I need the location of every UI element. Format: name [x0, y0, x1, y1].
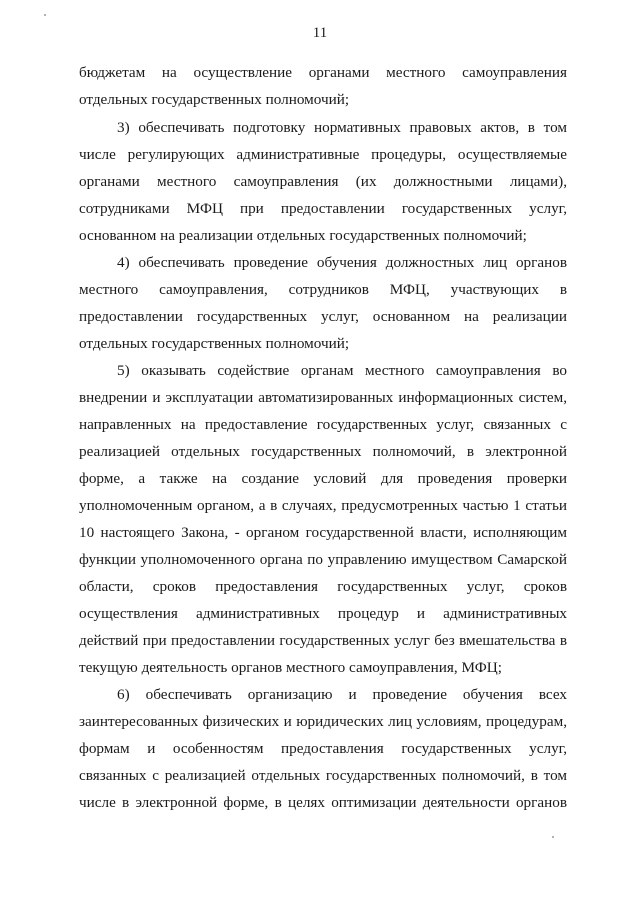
text-line: отдельных государственных полномочий;	[79, 91, 350, 108]
text-line: отдельных государственных полномочий;	[79, 335, 350, 352]
text-line: 5) оказывать содействие органам местного самоуправления во	[117, 362, 567, 379]
text-line: текущую деятельность органов местного самоуправления, МФЦ;	[79, 659, 502, 676]
text-line: основанном на реализации отдельных государственных полномочий;	[79, 227, 527, 244]
text-line: форме, а также на создание условий для проведения проверки	[79, 470, 567, 487]
text-line: числе в электронной форме, в целях оптимизации деятельности органов	[79, 794, 567, 811]
text-line: местного самоуправления, сотрудников МФЦ, участвующих в	[79, 281, 567, 298]
text-line: 3) обеспечивать подготовку нормативных правовых актов, в том	[117, 119, 567, 136]
text-line: бюджетам на осуществление органами местного самоуправления	[79, 64, 567, 81]
text-line: осуществления административных процедур и административных	[79, 605, 567, 622]
text-line: 10 настоящего Закона, - органом государственной власти, исполняющим	[79, 524, 567, 541]
text-line: действий при предоставлении государственных услуг без вмешательства в	[79, 632, 567, 649]
text-line: уполномоченным органом, а в случаях, предусмотренных частью 1 статьи	[79, 497, 567, 514]
text-line: числе регулирующих административные процедуры, осуществляемые	[79, 146, 567, 163]
text-line: заинтересованных физических и юридических лиц условиям, процедурам,	[79, 713, 567, 730]
text-line: направленных на предоставление государственных услуг, связанных с	[79, 416, 567, 433]
text-line: внедрении и эксплуатации автоматизированных информационных систем,	[79, 389, 567, 406]
text-line: связанных с реализацией отдельных государственных полномочий, в том	[79, 767, 567, 784]
text-line: 6) обеспечивать организацию и проведение обучения всех	[117, 686, 567, 703]
page-number: 11	[312, 25, 328, 41]
scan-speck	[552, 836, 554, 838]
text-line: 4) обеспечивать проведение обучения должностных лиц органов	[117, 254, 567, 271]
text-line: формам и особенностям предоставления государственных услуг,	[79, 740, 567, 757]
text-line: сотрудниками МФЦ при предоставлении государственных услуг,	[79, 200, 567, 217]
text-line: области, сроков предоставления государственных услуг, сроков	[79, 578, 567, 595]
text-line: функции уполномоченного органа по управлению имуществом Самарской	[79, 551, 567, 568]
text-line: предоставлении государственных услуг, основанном на реализации	[79, 308, 567, 325]
scan-speck	[44, 14, 46, 16]
text-line: реализацией отдельных государственных полномочий, в электронной	[79, 443, 567, 460]
text-line: органами местного самоуправления (их должностными лицами),	[79, 173, 567, 190]
